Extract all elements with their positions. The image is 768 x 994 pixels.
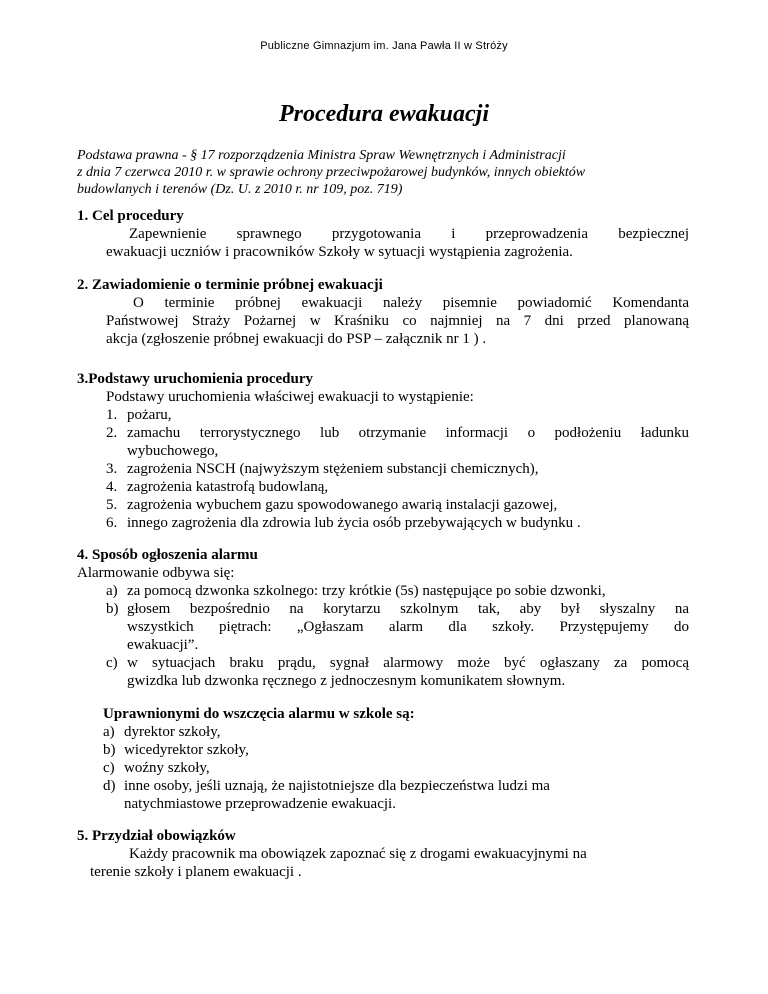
list-item xyxy=(106,514,689,532)
paragraph-line: akcja (zgłoszenie próbnej ewakuacji do PSP – załącznik nr 1 ) . xyxy=(106,331,487,347)
paragraph-line: Podstawy uruchomienia właściwej ewakuacji to wystąpienie: xyxy=(106,389,474,405)
list-item xyxy=(106,496,689,514)
paragraph-line: Państwowej Straży Pożarnej w Kraśniku co najmniej na 7 dni przed planowaną xyxy=(106,313,689,329)
list-letter: b) xyxy=(103,742,116,758)
list-item xyxy=(103,723,691,741)
list-letter: c) xyxy=(106,655,118,671)
list-item-text: dyrektor szkoły, xyxy=(124,724,221,740)
list-item-text: zamachu terrorystycznego lub otrzymanie informacji o podłożeniu ładunku xyxy=(127,425,689,441)
list-item xyxy=(106,582,689,600)
list-number: 2. xyxy=(106,425,118,441)
paragraph-line: Zapewnienie sprawnego przygotowania i przeprowadzenia bezpiecznej xyxy=(129,226,689,242)
list-item xyxy=(106,654,689,690)
page-header: Publiczne Gimnazjum im. Jana Pawła II w Stróży xyxy=(260,40,508,52)
list-item-text: pożaru, xyxy=(127,407,172,423)
alarm-method-list xyxy=(77,582,689,690)
page-title: Procedura ewakuacji xyxy=(279,101,489,127)
section-heading: 5. Przydział obowiązków xyxy=(77,828,236,844)
list-item-text: natychmiastowe przeprowadzenie ewakuacji. xyxy=(124,796,396,812)
list-letter: a) xyxy=(106,583,118,599)
list-item-text: wszystkich piętrach: „Ogłaszam alarm dla szkoły. Przystępujemy do xyxy=(127,619,689,635)
list-item-text: zagrożenia NSCH (najwyższym stężeniem substancji chemicznych), xyxy=(127,461,539,477)
list-number: 1. xyxy=(106,407,118,423)
list-letter: c) xyxy=(103,760,115,776)
list-number: 5. xyxy=(106,497,118,513)
section-heading: 2. Zawiadomienie o terminie próbnej ewakuacji xyxy=(77,277,383,293)
list-item-text: za pomocą dzwonka szkolnego: trzy krótkie (5s) następujące po sobie dzwonki, xyxy=(127,583,606,599)
list-item xyxy=(103,777,691,813)
paragraph-line: ewakuacji uczniów i pracowników Szkoły w sytuacji wystąpienia zagrożenia. xyxy=(106,244,573,260)
section-heading: 3.Podstawy uruchomienia procedury xyxy=(77,371,313,387)
list-item xyxy=(103,759,691,777)
list-item-text: zagrożenia wybuchem gazu spowodowanego awarią instalacji gazowej, xyxy=(127,497,558,513)
list-item-text: gwizdka lub dzwonka ręcznego z jednoczesnym komunikatem słownym. xyxy=(127,673,566,689)
list-number: 4. xyxy=(106,479,118,495)
list-item-text: w sytuacjach braku prądu, sygnał alarmowy może być ogłaszany za pomocą xyxy=(127,655,689,671)
authorized-persons xyxy=(79,705,691,813)
list-item xyxy=(106,406,689,424)
section-purpose xyxy=(77,207,689,261)
list-item xyxy=(103,741,691,759)
trigger-list xyxy=(77,406,689,532)
list-item xyxy=(106,600,689,654)
legal-basis-line: z dnia 7 czerwca 2010 r. w sprawie ochrony przeciwpożarowej budynków, innych obiektów xyxy=(77,165,586,180)
list-number: 3. xyxy=(106,461,118,477)
authorized-heading: Uprawnionymi do wszczęcia alarmu w szkole są: xyxy=(103,706,415,722)
section-alarm xyxy=(77,546,689,690)
section-triggers xyxy=(77,370,689,532)
list-item xyxy=(106,460,689,478)
section-duties xyxy=(77,827,689,881)
paragraph-line: O terminie próbnej ewakuacji należy pisemnie powiadomić Komendanta xyxy=(133,295,689,311)
list-item-text: inne osoby, jeśli uznają, że najistotniejsze dla bezpieczeństwa ludzi ma xyxy=(124,778,550,794)
paragraph-line: terenie szkoły i planem ewakuacji . xyxy=(90,864,302,880)
legal-basis-line: budowlanych i terenów (Dz. U. z 2010 r. nr 109, poz. 719) xyxy=(77,182,403,197)
list-item-text: woźny szkoły, xyxy=(124,760,210,776)
paragraph-line: Alarmowanie odbywa się: xyxy=(77,565,235,581)
list-letter: b) xyxy=(106,601,119,617)
list-letter: a) xyxy=(103,724,115,740)
list-item-text: głosem bezpośrednio na korytarzu szkolnym tak, aby był słyszalny na xyxy=(127,601,689,617)
section-notification xyxy=(77,276,689,348)
section-heading: 4. Sposób ogłoszenia alarmu xyxy=(77,547,258,563)
list-item-text: ewakuacji”. xyxy=(127,637,199,653)
list-letter: d) xyxy=(103,778,116,794)
section-heading: 1. Cel procedury xyxy=(77,208,184,224)
legal-basis xyxy=(77,147,717,198)
list-item-text: zagrożenia katastrofą budowlaną, xyxy=(127,479,329,495)
list-item-text: wicedyrektor szkoły, xyxy=(124,742,249,758)
list-item-text: wybuchowego, xyxy=(127,443,219,459)
list-item-text: innego zagrożenia dla zdrowia lub życia osób przebywających w budynku . xyxy=(127,515,581,531)
paragraph-line: Każdy pracownik ma obowiązek zapoznać się z drogami ewakuacyjnymi na xyxy=(129,846,587,862)
list-item xyxy=(106,424,689,460)
list-item xyxy=(106,478,689,496)
authorized-list xyxy=(79,723,691,813)
legal-basis-line: Podstawa prawna - § 17 rozporządzenia Ministra Spraw Wewnętrznych i Administracji xyxy=(77,148,566,163)
list-number: 6. xyxy=(106,515,118,531)
